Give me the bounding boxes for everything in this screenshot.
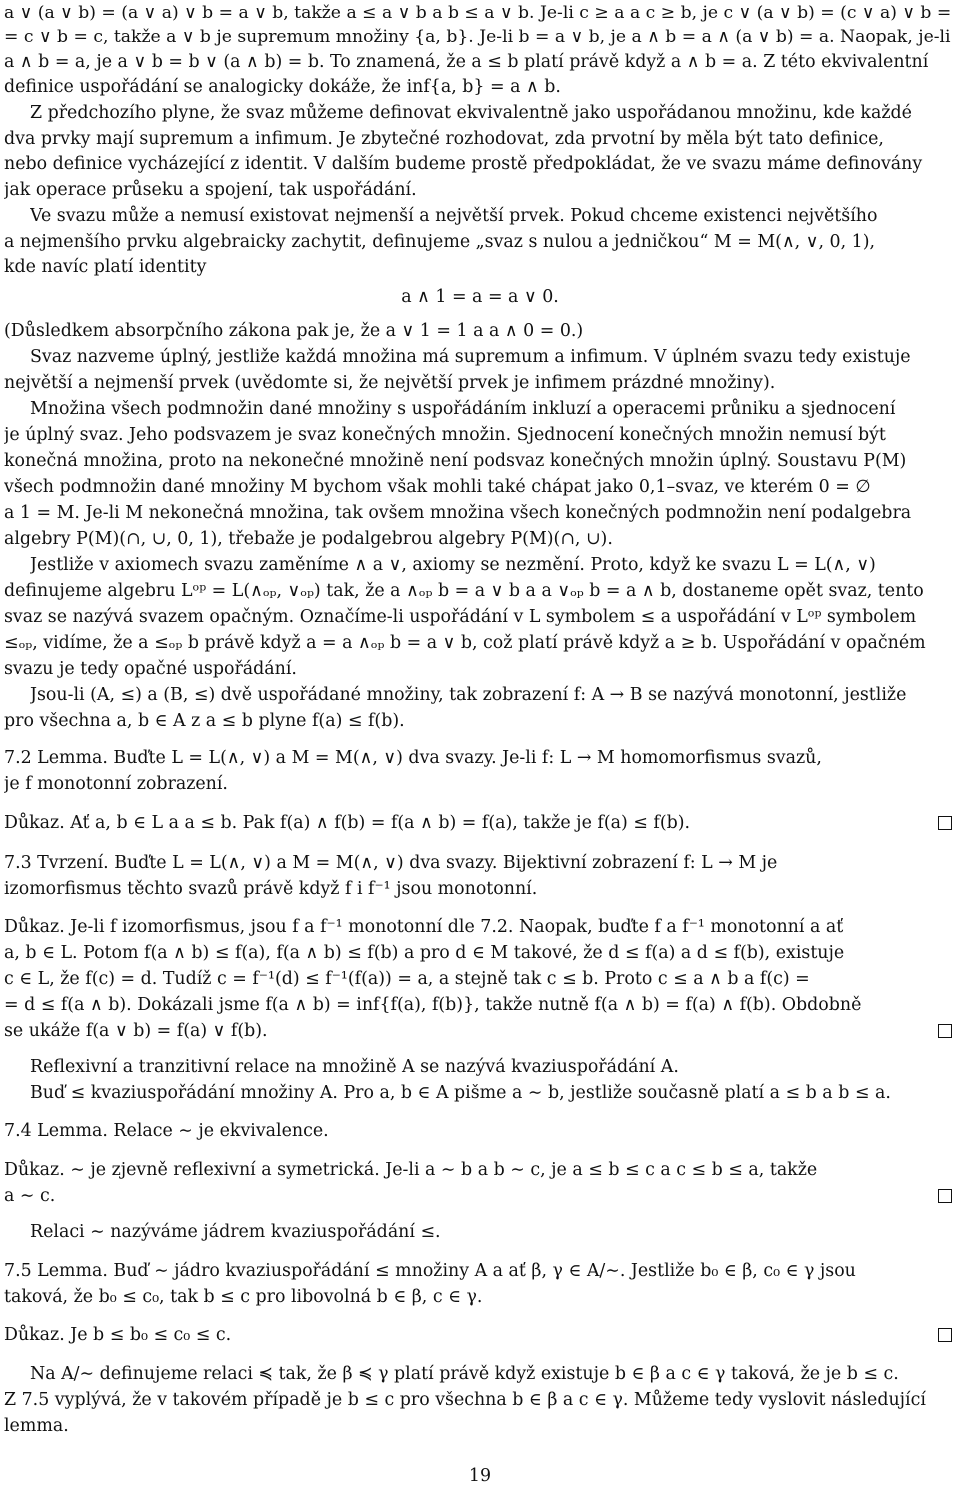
qed-square-icon bbox=[938, 1024, 952, 1038]
text-line: svazu je tedy opačné uspořádání. bbox=[4, 659, 297, 679]
qed-square-icon bbox=[938, 1328, 952, 1342]
display-equation: a ∧ 1 = a = a ∨ 0. bbox=[401, 287, 559, 307]
proof-line: Důkaz. Ať a, b ∈ L a a ≤ b. Pak f(a) ∧ f(b) = f(a ∧ b) = f(a), takže je f(a) ≤ f(b). bbox=[4, 813, 691, 833]
text-line: se ukáže f(a ∨ b) = f(a) ∨ f(b). bbox=[4, 1021, 268, 1041]
lemma-7-5: 7.5 Lemma. Buď ∼ jádro kvaziuspořádání ≤ množiny A a ať β, γ ∈ A/∼. Jestliže b₀ ∈ β, c₀ ∈ γ jsou bbox=[4, 1261, 856, 1281]
text-line: největší a nejmenší prvek (uvědomte si, že největší prvek je infimem prázdné množiny). bbox=[4, 373, 776, 393]
text-line: Jestliže v axiomech svazu zaměníme ∧ a ∨, axiomy se nezmění. Proto, když ke svazu L = L(∧, ∨) bbox=[30, 555, 876, 575]
text-line: Svaz nazveme úplný, jestliže každá množina má supremum a infimum. V úplném svazu tedy existuje bbox=[30, 347, 911, 367]
text-line: taková, že b₀ ≤ c₀, tak b ≤ c pro libovolná b ∈ β, c ∈ γ. bbox=[4, 1287, 483, 1307]
text-line: = c ∨ b = c, takže a ∨ b je supremum množiny {a, b}. Je-li b = a ∨ b, je a ∧ b = a ∧ (a ∨ b) = a. Naopak, je-li bbox=[4, 27, 951, 47]
text-line: definujeme algebru Lᵒᵖ = L(∧ₒₚ, ∨ₒₚ) tak, že a ∧ₒₚ b = a ∨ b a a ∨ₒₚ b = a ∧ b, dostaneme opět svaz, tento bbox=[4, 581, 924, 601]
proof-line: Důkaz. ∼ je zjevně reflexivní a symetrická. Je-li a ∼ b a b ∼ c, je a ≤ b ≤ c a c ≤ b ≤ a, takže bbox=[4, 1160, 818, 1180]
text-line: a 1 = M. Je-li M nekonečná množina, tak ovšem množina všech konečných podmnožin není podalgebra bbox=[4, 503, 912, 523]
text-line: pro všechna a, b ∈ A z a ≤ b plyne f(a) ≤ f(b). bbox=[4, 711, 405, 731]
text-line: a ∼ c. bbox=[4, 1186, 56, 1206]
text-line: izomorfismus těchto svazů právě když f i f⁻¹ jsou monotonní. bbox=[4, 879, 538, 899]
text-line: všech podmnožin dané množiny M bychom však mohli také chápat jako 0,1–svaz, ve kterém 0 = ∅ bbox=[4, 477, 871, 497]
text-line: lemma. bbox=[4, 1416, 69, 1436]
text-line: Relaci ∼ nazýváme jádrem kvaziuspořádání ≤. bbox=[30, 1222, 441, 1242]
text-line: jak operace průseku a spojení, tak uspořádání. bbox=[4, 180, 417, 200]
text-line: a ∧ b = a, je a ∨ b = b ∨ (a ∧ b) = b. To znamená, že a ≤ b platí právě když a ∧ b = a. Z této ekvivalentní bbox=[4, 52, 929, 72]
text-line: definice uspořádání se analogicky dokáže, že inf{a, b} = a ∧ b. bbox=[4, 77, 561, 97]
text-line: nebo definice vycházející z identit. V dalším budeme prostě předpokládat, že ve svazu máme definovány bbox=[4, 154, 923, 174]
text-line: Jsou-li (A, ≤) a (B, ≤) dvě uspořádané množiny, tak zobrazení f: A → B se nazývá monotonní, jestliže bbox=[30, 685, 907, 705]
proposition-7-3: 7.3 Tvrzení. Buďte L = L(∧, ∨) a M = M(∧, ∨) dva svazy. Bijektivní zobrazení f: L → M je bbox=[4, 853, 778, 873]
text-line: a, b ∈ L. Potom f(a ∧ b) ≤ f(a), f(a ∧ b) ≤ f(b) a pro d ∈ M takové, že d ≤ f(a) a d ≤ f(b), existuje bbox=[4, 943, 845, 963]
text-line: Reflexivní a tranzitivní relace na množině A se nazývá kvaziuspořádání A. bbox=[30, 1057, 679, 1077]
text-line: a ∨ (a ∨ b) = (a ∨ a) ∨ b = a ∨ b, takže a ≤ a ∨ b a b ≤ a ∨ b. Je-li c ≥ a a c ≥ b, je c ∨ (a ∨ b) = (c ∨ a) ∨ b = bbox=[4, 3, 952, 23]
text-line: (Důsledkem absorpčního zákona pak je, že a ∨ 1 = 1 a a ∧ 0 = 0.) bbox=[4, 321, 584, 341]
text-line: Ve svazu může a nemusí existovat nejmenší a největší prvek. Pokud chceme existenci největšího bbox=[30, 206, 878, 226]
text-line: svaz se nazývá svazem opačným. Označíme-li uspořádání v L symbolem ≤ a uspořádání v Lᵒᵖ symbolem bbox=[4, 607, 917, 627]
text-line: Množina všech podmnožin dané množiny s uspořádáním inkluzí a operacemi průniku a sjednocení bbox=[30, 399, 896, 419]
text-line: ≤ₒₚ, vidíme, že a ≤ₒₚ b právě když a = a ∧ₒₚ b = a ∨ b, což platí právě když a ≥ b. Uspořádání v opačném bbox=[4, 633, 926, 653]
text-line: kde navíc platí identity bbox=[4, 257, 207, 277]
qed-square-icon bbox=[938, 1189, 952, 1203]
lemma-7-2: 7.2 Lemma. Buďte L = L(∧, ∨) a M = M(∧, ∨) dva svazy. Je-li f: L → M homomorfismus svazů, bbox=[4, 748, 822, 768]
lemma-7-4: 7.4 Lemma. Relace ∼ je ekvivalence. bbox=[4, 1121, 329, 1141]
text-line: konečná množina, proto na nekonečné množině není podsvaz konečných množin úplný. Soustavu P(M) bbox=[4, 451, 907, 471]
qed-square-icon bbox=[938, 816, 952, 830]
text-line: c ∈ L, že f(c) = d. Tudíž c = f⁻¹(d) ≤ f⁻¹(f(a)) = a, a stejně tak c ≤ b. Proto c ≤ a ∧ b a f(c) = bbox=[4, 969, 810, 989]
text-line: a nejmenšího prvku algebraicky zachytit, definujeme „svaz s nulou a jedničkou“ M = M(∧, ∨, 0, 1), bbox=[4, 232, 876, 252]
text-line: Buď ≤ kvaziuspořádání množiny A. Pro a, b ∈ A pišme a ∼ b, jestliže současně platí a ≤ b a b ≤ a. bbox=[30, 1083, 891, 1103]
proof-line: Důkaz. Je-li f izomorfismus, jsou f a f⁻¹ monotonní dle 7.2. Naopak, buďte f a f⁻¹ monotonní a ať bbox=[4, 917, 844, 937]
text-line: algebry P(M)(∩, ∪, 0, 1), třebaže je podalgebrou algebry P(M)(∩, ∪). bbox=[4, 529, 613, 549]
proof-line: Důkaz. Je b ≤ b₀ ≤ c₀ ≤ c. bbox=[4, 1325, 232, 1345]
text-line: Z 7.5 vyplývá, že v takovém případě je b ≤ c pro všechna b ∈ β a c ∈ γ. Můžeme tedy vyslovit následující bbox=[4, 1390, 926, 1410]
page-number: 19 bbox=[468, 1466, 492, 1486]
text-line: je f monotonní zobrazení. bbox=[4, 774, 228, 794]
text-line: je úplný svaz. Jeho podsvazem je svaz konečných množin. Sjednocení konečných množin nemusí být bbox=[4, 425, 886, 445]
text-line: = d ≤ f(a ∧ b). Dokázali jsme f(a ∧ b) = inf{f(a), f(b)}, takže nutně f(a ∧ b) = f(a) ∧ f(b). Obdobně bbox=[4, 995, 862, 1015]
text-line: Z předchozího plyne, že svaz můžeme definovat ekvivalentně jako uspořádanou množinu, kde každé bbox=[30, 103, 912, 123]
text-line: Na A/∼ definujeme relaci ≼ tak, že β ≼ γ platí právě když existuje b ∈ β a c ∈ γ taková, že je b ≤ c. bbox=[30, 1364, 899, 1384]
text-line: dva prvky mají supremum a infimum. Je zbytečné rozhodovat, zda prvotní by měla být tato definice, bbox=[4, 129, 884, 149]
